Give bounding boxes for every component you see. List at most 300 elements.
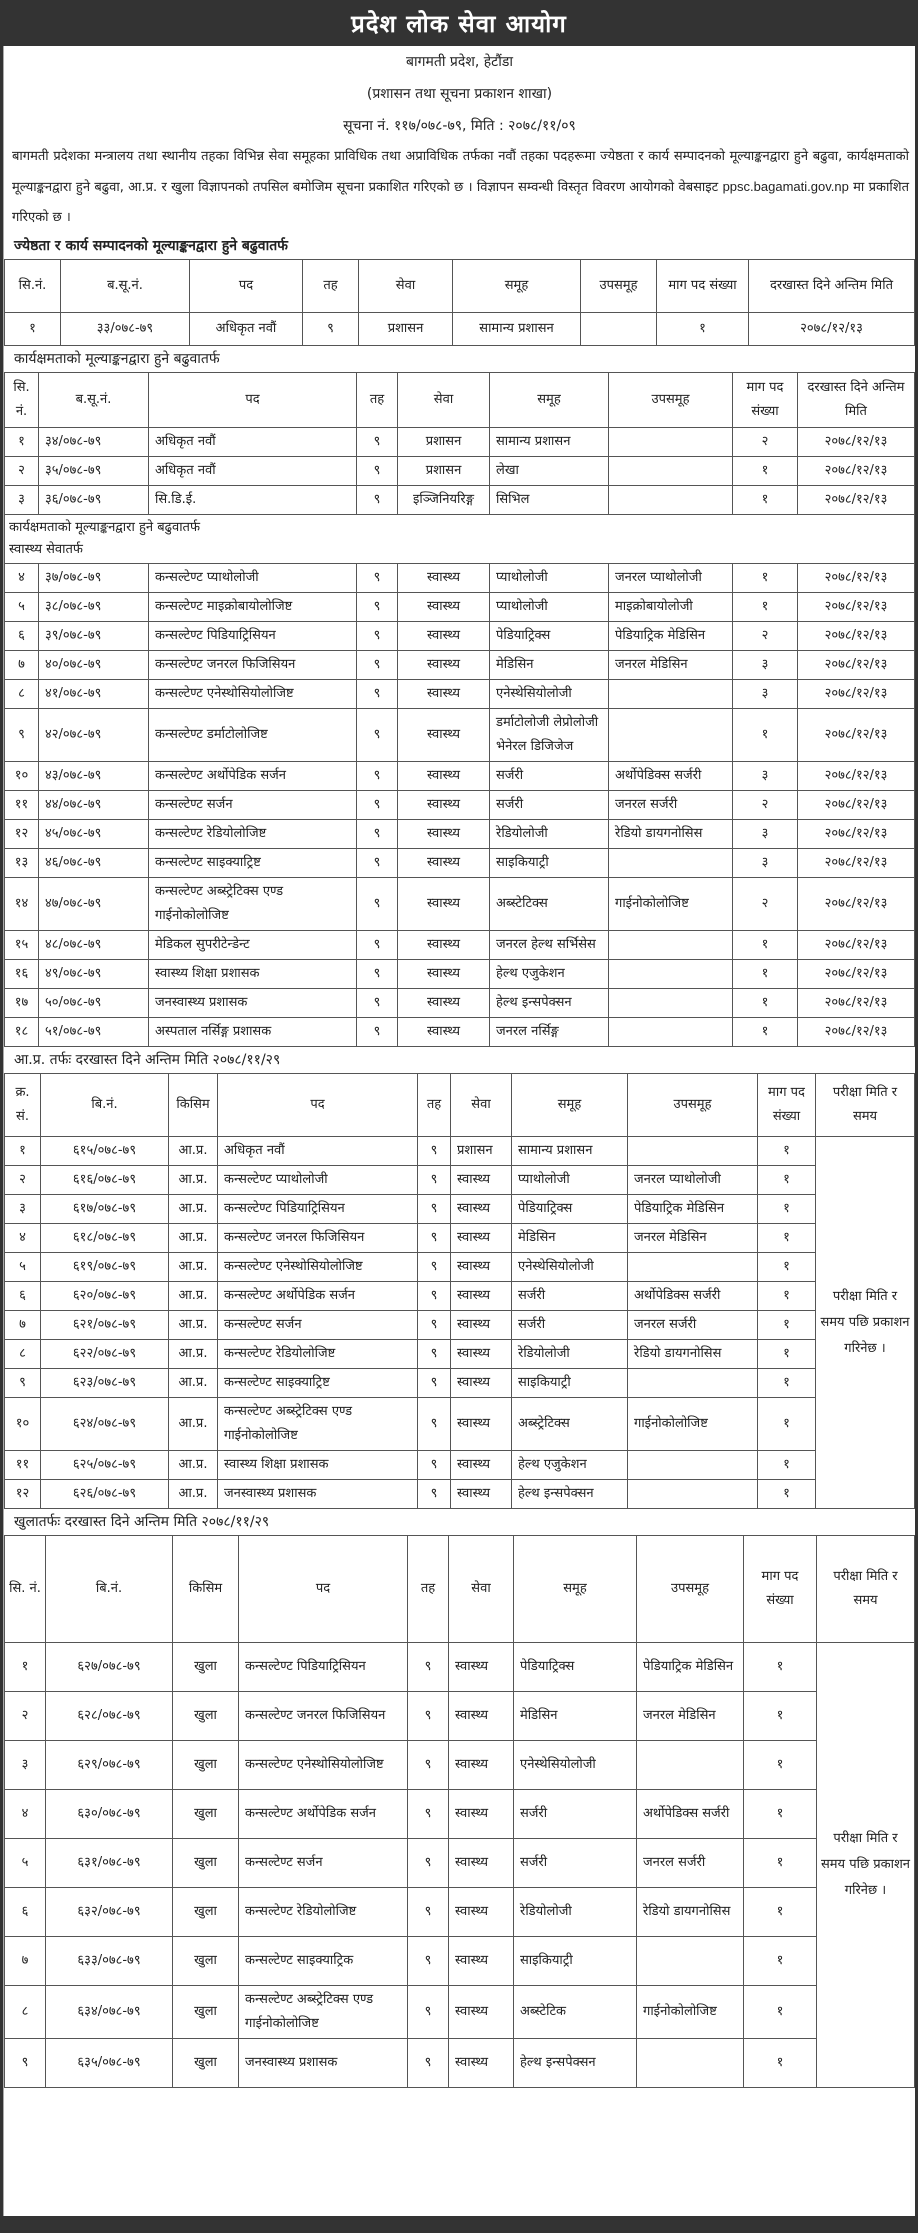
cell-ad-no: ६२०/०७८-७९ (41, 1282, 169, 1311)
cell-level: ९ (357, 593, 398, 622)
cell-serial-no: ३ (5, 486, 39, 515)
cell-group: प्याथोलोजी (512, 1166, 628, 1195)
cell-service: स्वास्थ्य (398, 791, 490, 820)
table-row (5, 960, 915, 989)
cell-post: कन्सल्टेण्ट रेडियोलोजिष्ट (239, 1888, 408, 1937)
cell-post: कन्सल्टेण्ट प्याथोलोजी (149, 564, 357, 593)
header-deadline: दरखास्त दिने अन्तिम मिति (798, 373, 915, 428)
cell-serial-no: ५ (5, 1253, 41, 1282)
table-row (5, 1937, 915, 1986)
cell-deadline: २०७८/१२/१३ (798, 762, 915, 791)
cell-service: स्वास्थ्य (398, 820, 490, 849)
cell-type: खुला (173, 1888, 239, 1937)
cell-group: अब्स्टेटिक्स (490, 878, 609, 931)
cell-level: ९ (357, 791, 398, 820)
cell-level: ९ (357, 709, 398, 762)
cell-ad-no: ६३४/०७८-७९ (46, 1986, 173, 2039)
cell-serial-no: १८ (5, 1018, 39, 1047)
cell-post: कन्सल्टेण्ट डर्माटोलोजिष्ट (149, 709, 357, 762)
cell-ad-no: ६२५/०७८-७९ (41, 1451, 169, 1480)
table-row (5, 820, 915, 849)
cell-service: स्वास्थ्य (451, 1195, 512, 1224)
cell-post: कन्सल्टेण्ट अब्स्ट्रेटिक्स एण्ड गाईनोकोलोजिष्ट (239, 1986, 408, 2039)
cell-demand-count: १ (744, 1692, 817, 1741)
header-exam-date: परीक्षा मिति र समय (816, 1074, 915, 1137)
cell-group: लेखा (490, 457, 609, 486)
subsection-health-label: स्वास्थ्य सेवातर्फ (9, 542, 83, 557)
header-ad-no: ब.सू.नं. (61, 260, 190, 313)
table-row (5, 791, 915, 820)
inclusive-table (4, 1073, 915, 1509)
table-row (5, 1282, 915, 1311)
cell-level: ९ (357, 849, 398, 878)
cell-ad-no: ३९/०७८-७९ (39, 622, 149, 651)
cell-post: अधिकृत नवौं (218, 1137, 418, 1166)
cell-group: साइकियाट्री (512, 1369, 628, 1398)
cell-deadline: २०७८/१२/१३ (798, 428, 915, 457)
cell-demand-count: ३ (733, 820, 798, 849)
cell-level: ९ (408, 1937, 449, 1986)
cell-subgroup: अर्थोपेडिक्स सर्जरी (637, 1790, 744, 1839)
cell-service: प्रशासन (398, 428, 490, 457)
cell-subgroup: जनरल मेडिसिन (628, 1224, 758, 1253)
cell-type: आ.प्र. (169, 1253, 218, 1282)
cell-post: सि.डि.ई. (149, 486, 357, 515)
cell-type: आ.प्र. (169, 1340, 218, 1369)
cell-subgroup (609, 1018, 733, 1047)
cell-serial-no: १२ (5, 1480, 41, 1509)
cell-service: स्वास्थ्य (398, 931, 490, 960)
cell-service: स्वास्थ्य (449, 1643, 514, 1692)
cell-group: मेडिसिन (512, 1224, 628, 1253)
cell-post: कन्सल्टेण्ट रेडियोलोजिष्ट (218, 1340, 418, 1369)
cell-post: कन्सल्टेण्ट जनरल फिजिसियन (149, 651, 357, 680)
cell-group: सर्जरी (490, 791, 609, 820)
cell-subgroup: जनरल मेडिसिन (609, 651, 733, 680)
cell-serial-no: ४ (5, 564, 39, 593)
header-type: किसिम (173, 1536, 239, 1643)
cell-level: ९ (418, 1311, 451, 1340)
cell-deadline: २०७८/१२/१३ (798, 931, 915, 960)
header-group: समूह (512, 1074, 628, 1137)
cell-deadline: २०७८/१२/१३ (798, 709, 915, 762)
cell-service: स्वास्थ्य (398, 564, 490, 593)
cell-demand-count: १ (758, 1137, 816, 1166)
cell-subgroup (609, 457, 733, 486)
header-level: तह (418, 1074, 451, 1137)
cell-subgroup: जनरल प्याथोलोजी (628, 1166, 758, 1195)
cell-serial-no: ८ (5, 680, 39, 709)
cell-serial-no: ८ (5, 1986, 46, 2039)
cell-ad-no: ६३५/०७८-७९ (46, 2039, 173, 2088)
cell-demand-count: २ (733, 791, 798, 820)
cell-subgroup (637, 1937, 744, 1986)
table-row (5, 1166, 915, 1195)
cell-serial-no: ६ (5, 1888, 46, 1937)
cell-group: पेडियाट्रिक्स (514, 1643, 637, 1692)
cell-post: कन्सल्टेण्ट साइक्याट्रिष्ट (218, 1369, 418, 1398)
table-row (5, 564, 915, 593)
cell-serial-no: १ (5, 1643, 46, 1692)
cell-ad-no: ४४/०७८-७९ (39, 791, 149, 820)
cell-level: ९ (408, 1692, 449, 1741)
cell-serial-no: ६ (5, 1282, 41, 1311)
cell-ad-no: ४१/०७८-७९ (39, 680, 149, 709)
cell-ad-no: ६२७/०७८-७९ (46, 1643, 173, 1692)
cell-ad-no: ६३१/०७८-७९ (46, 1839, 173, 1888)
cell-deadline: २०७८/१२/१३ (798, 791, 915, 820)
cell-subgroup (628, 1480, 758, 1509)
cell-group: साइकियाट्री (514, 1937, 637, 1986)
header-demand-count: माग पद संख्या (744, 1536, 817, 1643)
cell-group: प्याथोलोजी (490, 593, 609, 622)
cell-deadline: २०७८/१२/१३ (798, 680, 915, 709)
cell-group: हेल्थ इन्सपेक्सन (490, 989, 609, 1018)
table-row (5, 1137, 915, 1166)
cell-ad-no: ६२९/०७८-७९ (46, 1741, 173, 1790)
cell-group: सामान्य प्रशासन (453, 313, 581, 346)
cell-ad-no: ४२/०७८-७९ (39, 709, 149, 762)
cell-level: ९ (408, 1741, 449, 1790)
cell-service: प्रशासन (451, 1137, 512, 1166)
cell-post: जनस्वास्थ्य प्रशासक (239, 2039, 408, 2088)
cell-service: स्वास्थ्य (451, 1451, 512, 1480)
cell-demand-count: १ (733, 989, 798, 1018)
header-serial-no: सि.नं. (5, 260, 61, 313)
cell-service: स्वास्थ्य (449, 1986, 514, 2039)
cell-demand-count: १ (733, 486, 798, 515)
cell-ad-no: ४६/०७८-७९ (39, 849, 149, 878)
cell-demand-count: २ (733, 878, 798, 931)
cell-level: ९ (357, 680, 398, 709)
cell-service: स्वास्थ्य (398, 651, 490, 680)
cell-ad-no: ६१७/०७८-७९ (41, 1195, 169, 1224)
cell-subgroup (581, 313, 657, 346)
table-row (5, 1741, 915, 1790)
cell-service: स्वास्थ्य (398, 849, 490, 878)
cell-serial-no: ९ (5, 1369, 41, 1398)
cell-subgroup: गाईनोकोलोजिष्ट (628, 1398, 758, 1451)
cell-level: ९ (408, 1643, 449, 1692)
cell-ad-no: ६१५/०७८-७९ (41, 1137, 169, 1166)
cell-group: हेल्थ एजुकेशन (512, 1451, 628, 1480)
cell-ad-no: ६२६/०७८-७९ (41, 1480, 169, 1509)
cell-group: प्याथोलोजी (490, 564, 609, 593)
cell-subgroup (609, 849, 733, 878)
cell-type: खुला (173, 1986, 239, 2039)
cell-service: स्वास्थ्य (398, 960, 490, 989)
cell-level: ९ (357, 820, 398, 849)
table-row (5, 1839, 915, 1888)
cell-demand-count: १ (744, 1741, 817, 1790)
header-serial-no: क्र. सं. (5, 1074, 41, 1137)
cell-demand-count: ३ (733, 849, 798, 878)
cell-demand-count: ३ (733, 651, 798, 680)
header-level: तह (303, 260, 359, 313)
cell-service: स्वास्थ्य (398, 593, 490, 622)
cell-level: ९ (408, 1888, 449, 1937)
cell-group: सामान्य प्रशासन (512, 1137, 628, 1166)
cell-service: स्वास्थ्य (398, 878, 490, 931)
table-row (5, 878, 915, 931)
cell-level: ९ (357, 486, 398, 515)
cell-demand-count: १ (758, 1195, 816, 1224)
cell-post: कन्सल्टेण्ट साइक्याट्रिक (239, 1937, 408, 1986)
cell-demand-count: १ (744, 2039, 817, 2088)
cell-post: अधिकृत नवौं (149, 457, 357, 486)
cell-ad-no: ६२३/०७८-७९ (41, 1369, 169, 1398)
cell-group: एनेस्थेसियोलोजी (490, 680, 609, 709)
cell-serial-no: १० (5, 1398, 41, 1451)
cell-post: कन्सल्टेण्ट एनेस्थोसियोलोजिष्ट (239, 1741, 408, 1790)
cell-subgroup: जनरल प्याथोलोजी (609, 564, 733, 593)
cell-type: खुला (173, 1790, 239, 1839)
cell-subgroup: रेडियो डायगनोसिस (609, 820, 733, 849)
cell-ad-no: ४३/०७८-७९ (39, 762, 149, 791)
cell-ad-no: ६२४/०७८-७९ (41, 1398, 169, 1451)
cell-exam-date-note: परीक्षा मिति र समय पछि प्रकाशन गरिनेछ । (816, 1137, 915, 1509)
cell-service: स्वास्थ्य (451, 1282, 512, 1311)
cell-deadline: २०७८/१२/१३ (798, 820, 915, 849)
cell-group: सर्जरी (514, 1790, 637, 1839)
cell-ad-no: ३८/०७८-७९ (39, 593, 149, 622)
header-subgroup: उपसमूह (637, 1536, 744, 1643)
cell-demand-count: १ (744, 1986, 817, 2039)
cell-deadline: २०७८/१२/१३ (798, 989, 915, 1018)
cell-post: मेडिकल सुपरीटेन्डेन्ट (149, 931, 357, 960)
cell-demand-count: १ (758, 1340, 816, 1369)
cell-deadline: २०७८/१२/१३ (798, 849, 915, 878)
seniority-table (4, 259, 915, 346)
header-service: सेवा (359, 260, 453, 313)
cell-post: कन्सल्टेण्ट माइक्रोबायोलोजिष्ट (149, 593, 357, 622)
header-subgroup: उपसमूह (628, 1074, 758, 1137)
table-row (5, 1790, 915, 1839)
cell-subgroup: जनरल सर्जरी (609, 791, 733, 820)
cell-service: स्वास्थ्य (451, 1253, 512, 1282)
cell-ad-no: ५१/०७८-७९ (39, 1018, 149, 1047)
cell-service: स्वास्थ्य (398, 622, 490, 651)
table-row (5, 313, 915, 346)
cell-subgroup (609, 709, 733, 762)
cell-type: आ.प्र. (169, 1137, 218, 1166)
cell-type: आ.प्र. (169, 1480, 218, 1509)
cell-post: कन्सल्टेण्ट रेडियोलोजिष्ट (149, 820, 357, 849)
cell-group: डर्माटोलोजी लेप्रोलोजी भेनेरल डिजिजेज (490, 709, 609, 762)
page-title-bar (0, 0, 918, 46)
cell-level: ९ (357, 960, 398, 989)
cell-ad-no: ४७/०७८-७९ (39, 878, 149, 931)
cell-group: रेडियोलोजी (490, 820, 609, 849)
cell-service: स्वास्थ्य (451, 1311, 512, 1340)
section-seniority-label: ज्येष्ठता र कार्य सम्पादनको मूल्याङ्कनद्वारा हुने बढुवातर्फ (14, 238, 288, 254)
cell-post: कन्सल्टेण्ट अर्थोपेडिक सर्जन (239, 1790, 408, 1839)
cell-post: कन्सल्टेण्ट पिडियाट्रिसियन (239, 1643, 408, 1692)
cell-subgroup: जनरल सर्जरी (637, 1839, 744, 1888)
cell-level: ९ (303, 313, 359, 346)
cell-subgroup (628, 1253, 758, 1282)
cell-serial-no: ११ (5, 1451, 41, 1480)
cell-subgroup: रेडियो डायगनोसिस (628, 1340, 758, 1369)
cell-demand-count: १ (744, 1937, 817, 1986)
cell-group: सर्जरी (490, 762, 609, 791)
cell-serial-no: १७ (5, 989, 39, 1018)
header-demand-count: माग पद संख्या (758, 1074, 816, 1137)
header-ad-no: ब.सू.नं. (39, 373, 149, 428)
table-row (5, 1224, 915, 1253)
cell-post: कन्सल्टेण्ट सर्जन (239, 1839, 408, 1888)
cell-demand-count: १ (744, 1643, 817, 1692)
cell-level: ९ (418, 1195, 451, 1224)
cell-demand-count: १ (733, 564, 798, 593)
header-group: समूह (490, 373, 609, 428)
cell-service: स्वास्थ्य (449, 1692, 514, 1741)
cell-level: ९ (418, 1369, 451, 1398)
table-row (5, 2039, 915, 2088)
cell-level: ९ (357, 1018, 398, 1047)
cell-serial-no: १६ (5, 960, 39, 989)
cell-group: सर्जरी (512, 1282, 628, 1311)
cell-service: इञ्जिनियरिङ्ग (398, 486, 490, 515)
cell-demand-count: १ (744, 1839, 817, 1888)
cell-service: स्वास्थ्य (398, 762, 490, 791)
cell-post: स्वास्थ्य शिक्षा प्रशासक (218, 1451, 418, 1480)
cell-group: जनरल नर्सिङ्ग (490, 1018, 609, 1047)
cell-service: स्वास्थ्य (451, 1480, 512, 1509)
header-deadline: दरखास्त दिने अन्तिम मिति (749, 260, 915, 313)
cell-demand-count: १ (758, 1282, 816, 1311)
cell-service: स्वास्थ्य (449, 1790, 514, 1839)
cell-serial-no: ७ (5, 651, 39, 680)
cell-group: मेडिसिन (514, 1692, 637, 1741)
cell-deadline: २०७८/१२/१३ (798, 651, 915, 680)
cell-subgroup: पेडियाट्रिक मेडिसिन (609, 622, 733, 651)
cell-deadline: २०७८/१२/१३ (798, 1018, 915, 1047)
intro-text: बागमती प्रदेशका मन्त्रालय तथा स्थानीय तहका विभिन्न सेवा समूहका प्राविधिक तथा अप्राविधिक तर्फका नवौं तहका पदहरूमा ज्येष्ठता र कार्य सम्पादनको मूल्याङ्कनद्वारा हुने बढुवा, कार्यक्षमताको मूल्याङ्कनद्वारा हुने बढुवा, आ.प्र. र खुला विज्ञापनको तपसिल बमोजिम सूचना प्रकाशित गरिएको छ । विज्ञापन सम्वन्धी विस्तृत विवरण आयोगको वेबसाइट (12, 149, 909, 195)
cell-ad-no: ३६/०७८-७९ (39, 486, 149, 515)
cell-post: कन्सल्टेण्ट अर्थोपेडिक सर्जन (218, 1282, 418, 1311)
cell-subgroup (609, 960, 733, 989)
cell-group: रेडियोलोजी (512, 1340, 628, 1369)
table-row (5, 709, 915, 762)
cell-subgroup (609, 931, 733, 960)
cell-type: खुला (173, 2039, 239, 2088)
cell-level: ९ (357, 564, 398, 593)
cell-serial-no: ९ (5, 709, 39, 762)
cell-post: कन्सल्टेण्ट साइक्याट्रिष्ट (149, 849, 357, 878)
cell-level: ९ (357, 989, 398, 1018)
header-service: सेवा (398, 373, 490, 428)
cell-demand-count: १ (758, 1224, 816, 1253)
table-row (5, 651, 915, 680)
cell-ad-no: ४९/०७८-७९ (39, 960, 149, 989)
cell-demand-count: १ (758, 1480, 816, 1509)
cell-subgroup: जनरल मेडिसिन (637, 1692, 744, 1741)
cell-group: पेडियाट्रिक्स (512, 1195, 628, 1224)
cell-demand-count: १ (733, 960, 798, 989)
cell-group: हेल्थ एजुकेशन (490, 960, 609, 989)
cell-subgroup: माइक्रोबायोलोजी (609, 593, 733, 622)
header-subgroup: उपसमूह (581, 260, 657, 313)
cell-post: स्वास्थ्य शिक्षा प्रशासक (149, 960, 357, 989)
cell-service: स्वास्थ्य (398, 709, 490, 762)
cell-type: खुला (173, 1937, 239, 1986)
header-post: पद (218, 1074, 418, 1137)
cell-ad-no: ४०/०७८-७९ (39, 651, 149, 680)
cell-demand-count: १ (758, 1311, 816, 1340)
cell-demand-count: ३ (733, 762, 798, 791)
cell-ad-no: ३७/०७८-७९ (39, 564, 149, 593)
website-link[interactable]: ppsc.bagamati.gov.np (722, 179, 849, 194)
table-row (5, 762, 915, 791)
cell-serial-no: १ (5, 313, 61, 346)
table-row (5, 931, 915, 960)
header-serial-no: सि. नं. (5, 373, 39, 428)
cell-demand-count: १ (744, 1790, 817, 1839)
table-row (5, 1340, 915, 1369)
cell-group: मेडिसिन (490, 651, 609, 680)
section-efficiency-label: कार्यक्षमताको मूल्याङ्कनद्वारा हुने बढुवातर्फ (14, 351, 220, 367)
header-ad-no: बि.नं. (41, 1074, 169, 1137)
cell-serial-no: १५ (5, 931, 39, 960)
cell-ad-no: ६२१/०७८-७९ (41, 1311, 169, 1340)
header-demand-count: माग पद संख्या (733, 373, 798, 428)
cell-serial-no: १० (5, 762, 39, 791)
cell-serial-no: १४ (5, 878, 39, 931)
cell-group: हेल्थ इन्सपेक्सन (514, 2039, 637, 2088)
table-row (5, 1643, 915, 1692)
cell-service: स्वास्थ्य (451, 1224, 512, 1253)
table-row (5, 1369, 915, 1398)
table-row (5, 593, 915, 622)
cell-service: स्वास्थ्य (451, 1166, 512, 1195)
header-service: सेवा (449, 1536, 514, 1643)
cell-level: ९ (418, 1282, 451, 1311)
cell-service: स्वास्थ्य (451, 1398, 512, 1451)
table-row (5, 486, 915, 515)
header-group: समूह (453, 260, 581, 313)
cell-post: अधिकृत नवौं (190, 313, 303, 346)
cell-level: ९ (418, 1137, 451, 1166)
cell-ad-no: ६३३/०७८-७९ (46, 1937, 173, 1986)
cell-serial-no: ९ (5, 2039, 46, 2088)
cell-level: ९ (408, 2039, 449, 2088)
header-level: तह (408, 1536, 449, 1643)
table-row (5, 1398, 915, 1451)
cell-subgroup (628, 1451, 758, 1480)
cell-subgroup (637, 1741, 744, 1790)
cell-demand-count: ३ (733, 680, 798, 709)
cell-service: स्वास्थ्य (398, 989, 490, 1018)
cell-ad-no: ३३/०७८-७९ (61, 313, 190, 346)
cell-subgroup: रेडियो डायगनोसिस (637, 1888, 744, 1937)
cell-post: अधिकृत नवौं (149, 428, 357, 457)
cell-service: प्रशासन (398, 457, 490, 486)
cell-post: कन्सल्टेण्ट सर्जन (149, 791, 357, 820)
cell-service: स्वास्थ्य (449, 1937, 514, 1986)
cell-post: कन्सल्टेण्ट सर्जन (218, 1311, 418, 1340)
table-row (5, 622, 915, 651)
cell-group: हेल्थ इन्सपेक्सन (512, 1480, 628, 1509)
cell-subgroup: पेडियाट्रिक मेडिसिन (628, 1195, 758, 1224)
cell-post: कन्सल्टेण्ट जनरल फिजिसियन (218, 1224, 418, 1253)
cell-serial-no: ५ (5, 593, 39, 622)
table-row (5, 1253, 915, 1282)
cell-type: आ.प्र. (169, 1451, 218, 1480)
cell-subgroup (637, 2039, 744, 2088)
header-exam-date: परीक्षा मिति र समय (817, 1536, 915, 1643)
cell-level: ९ (357, 622, 398, 651)
